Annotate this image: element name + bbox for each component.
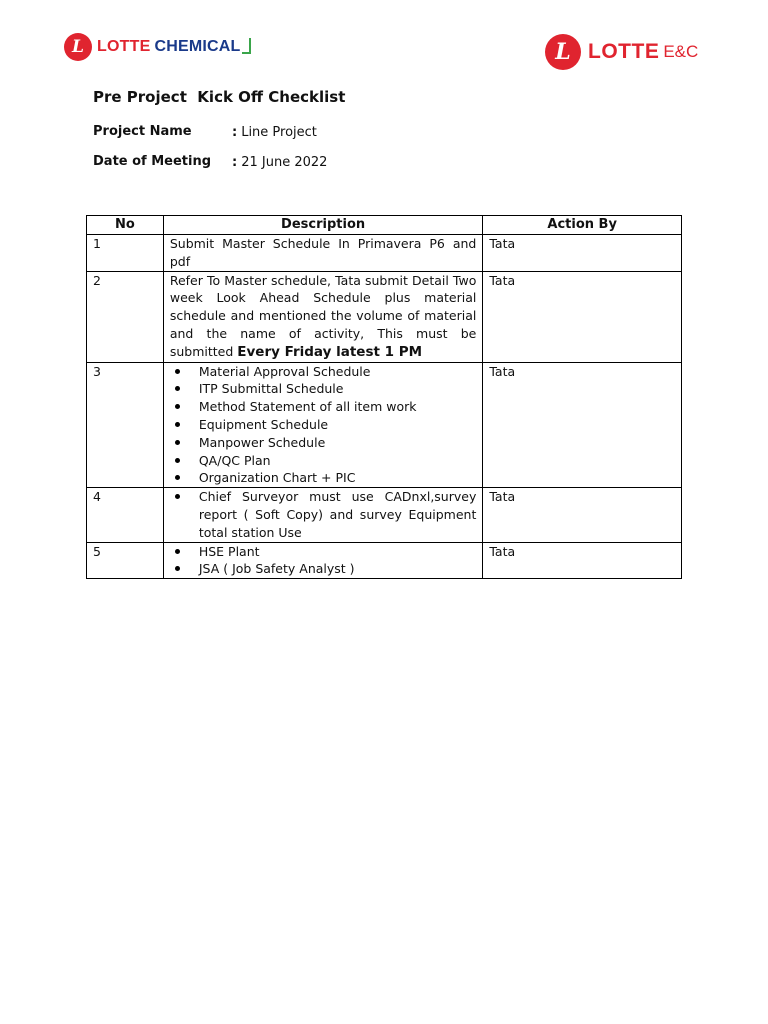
row-action-by: Tata xyxy=(483,271,682,362)
row-number: 3 xyxy=(87,362,164,488)
bullet-list xyxy=(170,363,477,488)
logo-word-ec: E&C xyxy=(663,42,699,61)
checklist-table xyxy=(86,215,682,579)
logo-word-chemical: CHEMICAL xyxy=(154,38,241,55)
list-item: HSE Plant xyxy=(170,543,477,561)
logo-word-lotte: LOTTE xyxy=(588,40,660,63)
row-number: 4 xyxy=(87,488,164,542)
logo-word-lotte: LOTTE xyxy=(97,38,151,55)
date-of-meeting-label: Date of Meeting xyxy=(93,154,212,169)
project-name-label: Project Name xyxy=(93,124,192,139)
row-action-by: Tata xyxy=(483,488,682,542)
list-item: Organization Chart + PIC xyxy=(170,469,477,487)
row-description xyxy=(163,362,483,488)
row-action-by: Tata xyxy=(483,235,682,272)
deadline-emphasis: Every Friday latest 1 PM xyxy=(237,343,423,360)
row-number: 5 xyxy=(87,542,164,579)
project-name-text: Line Project xyxy=(241,125,317,140)
row-description xyxy=(163,488,483,542)
list-item: Manpower Schedule xyxy=(170,434,477,452)
list-item: Equipment Schedule xyxy=(170,416,477,434)
list-item: JSA ( Job Safety Analyst ) xyxy=(170,560,477,578)
list-item: Material Approval Schedule xyxy=(170,363,477,381)
table-header-row xyxy=(87,216,682,235)
row-description xyxy=(163,542,483,579)
description-text: Refer To Master schedule, Tata submit Detail Two week Look Ahead Schedule plus material schedule and mentioned the volume of material and the name of activity, This must be submitted xyxy=(169,272,477,359)
header-no: No xyxy=(87,216,164,235)
list-item: Method Statement of all item work xyxy=(170,398,477,416)
table-row xyxy=(87,542,682,579)
list-item: QA/QC Plan xyxy=(170,452,477,470)
bullet-list xyxy=(170,488,477,541)
row-description xyxy=(163,271,483,362)
table-row xyxy=(87,362,682,488)
logo-bracket-icon xyxy=(242,38,251,54)
table-row xyxy=(87,488,682,542)
row-description: Submit Master Schedule In Primavera P6 and pdf xyxy=(163,235,483,272)
header-action-by: Action By xyxy=(483,216,682,235)
colon: : xyxy=(232,155,238,170)
date-of-meeting-text: 21 June 2022 xyxy=(241,155,328,170)
lotte-chemical-logo xyxy=(64,33,251,61)
table-row xyxy=(87,235,682,272)
row-action-by: Tata xyxy=(483,362,682,488)
header-description: Description xyxy=(163,216,483,235)
lotte-emblem-icon: L xyxy=(545,34,581,70)
bullet-list xyxy=(170,543,477,579)
list-item: ITP Submittal Schedule xyxy=(170,380,477,398)
page-title: Pre Project Kick Off Checklist xyxy=(93,88,346,106)
row-number: 1 xyxy=(87,235,164,272)
lotte-ec-logo xyxy=(545,34,698,70)
list-item: Chief Surveyor must use CADnxl,survey report ( Soft Copy) and survey Equipment total station Use xyxy=(170,488,477,541)
colon: : xyxy=(232,125,238,140)
project-name-value xyxy=(232,125,317,140)
row-action-by: Tata xyxy=(483,542,682,579)
row-number: 2 xyxy=(87,271,164,362)
table-row xyxy=(87,271,682,362)
lotte-emblem-icon: L xyxy=(64,33,92,61)
date-of-meeting-value xyxy=(232,155,327,170)
